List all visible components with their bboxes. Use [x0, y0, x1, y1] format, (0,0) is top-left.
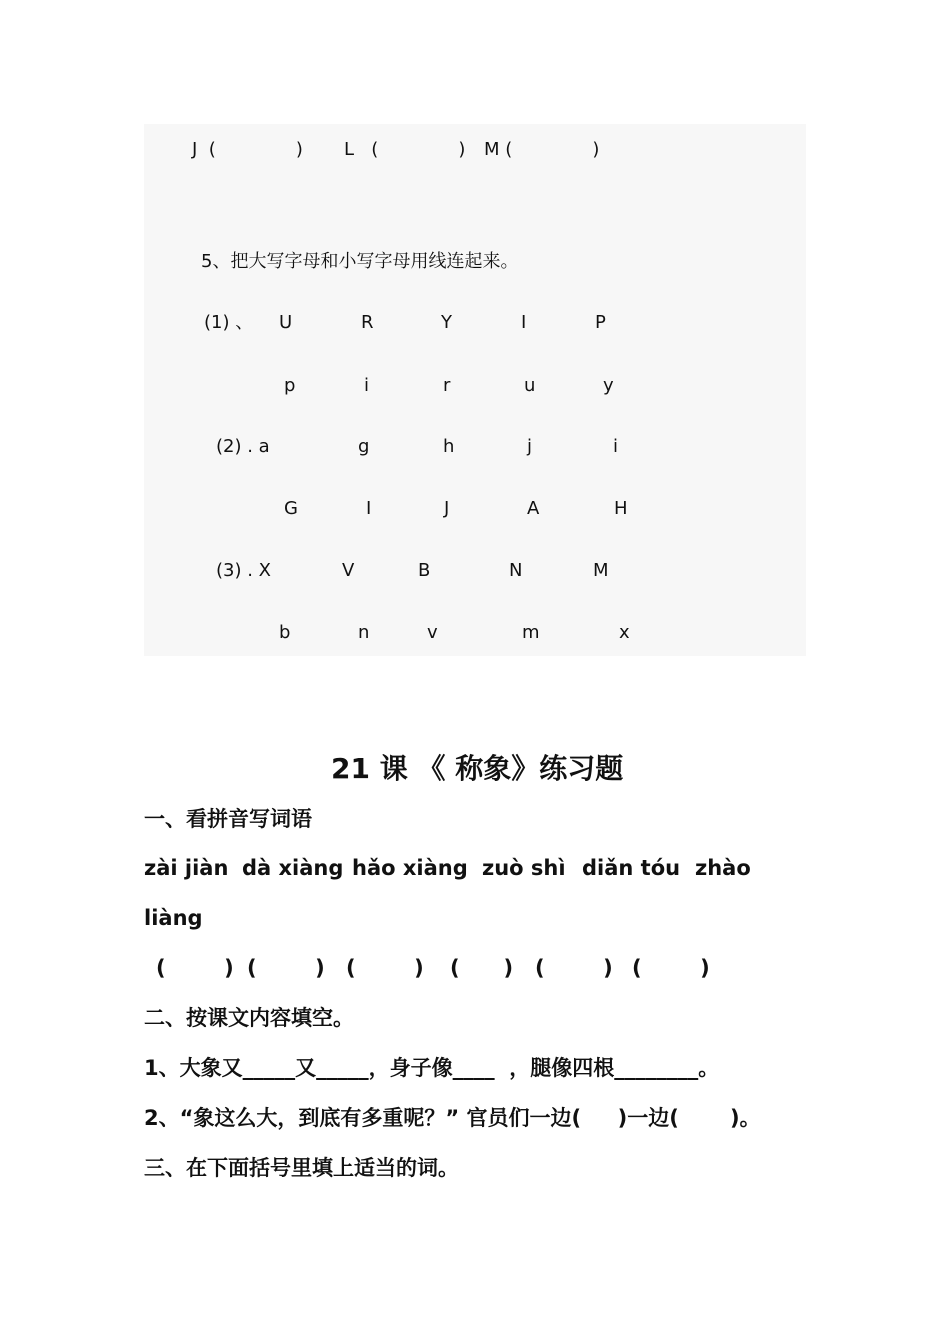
- section-2-heading: 二、按课文内容填空。: [144, 1006, 354, 1030]
- pinyin-word: dà xiàng: [242, 856, 344, 880]
- answer-bracket: ( ): [156, 956, 234, 980]
- answer-bracket: ( ): [346, 956, 424, 980]
- letter: V: [342, 560, 355, 581]
- answer-bracket: ( ): [450, 956, 514, 980]
- letter: i: [364, 375, 370, 396]
- letter: j: [527, 436, 533, 457]
- letter: J: [444, 498, 450, 519]
- pinyin-word: zhào: [695, 856, 751, 880]
- answer-bracket: ( ): [247, 956, 325, 980]
- letter: m: [522, 622, 540, 643]
- section-1-heading: 一、看拼音写词语: [144, 807, 312, 831]
- letter: A: [527, 498, 540, 519]
- letter: N: [509, 560, 523, 581]
- blank-m: M ( ): [484, 139, 600, 160]
- pinyin-word: hǎo xiàng: [352, 856, 468, 880]
- group-1-label: (1) 、: [204, 312, 254, 333]
- pinyin-word: zài jiàn: [144, 856, 229, 880]
- letter: G: [284, 498, 298, 519]
- fill-blank-2: 2、“象这么大，到底有多重呢？” 官员们一边( )一边( )。: [144, 1106, 761, 1130]
- letter: I: [366, 498, 372, 519]
- letter: p: [284, 375, 296, 396]
- letter: u: [524, 375, 536, 396]
- blank-l: L ( ): [344, 139, 466, 160]
- letter: I: [521, 312, 527, 333]
- answer-bracket: ( ): [535, 956, 613, 980]
- letter: R: [361, 312, 374, 333]
- letter: B: [418, 560, 431, 581]
- letter: H: [614, 498, 628, 519]
- letter: r: [443, 375, 451, 396]
- question-5: 5、把大写字母和小写字母用线连起来。: [201, 251, 519, 272]
- group-3-label: (3) . X: [216, 560, 271, 581]
- letter: v: [427, 622, 438, 643]
- letter: x: [619, 622, 630, 643]
- blank-j: J ( ): [192, 139, 303, 160]
- section-3-heading: 三、在下面括号里填上适当的词。: [144, 1156, 459, 1180]
- group-2-label: (2) . a: [216, 436, 270, 457]
- lesson-title: 21 课 《 称象》练习题: [331, 752, 624, 785]
- letter: n: [358, 622, 370, 643]
- letter: i: [613, 436, 619, 457]
- letter: P: [595, 312, 606, 333]
- pinyin-word: zuò shì: [482, 856, 566, 880]
- letter: y: [603, 375, 614, 396]
- pinyin-word: diǎn tóu: [582, 856, 681, 880]
- letter: U: [279, 312, 293, 333]
- pinyin-word: liàng: [144, 906, 203, 930]
- answer-bracket: ( ): [632, 956, 710, 980]
- letter: b: [279, 622, 291, 643]
- letter: g: [358, 436, 370, 457]
- letter: h: [443, 436, 455, 457]
- fill-blank-1: 1、大象又_____又_____，身子像____ ，腿像四根________。: [144, 1056, 720, 1080]
- letter: Y: [441, 312, 452, 333]
- letter: M: [593, 560, 609, 581]
